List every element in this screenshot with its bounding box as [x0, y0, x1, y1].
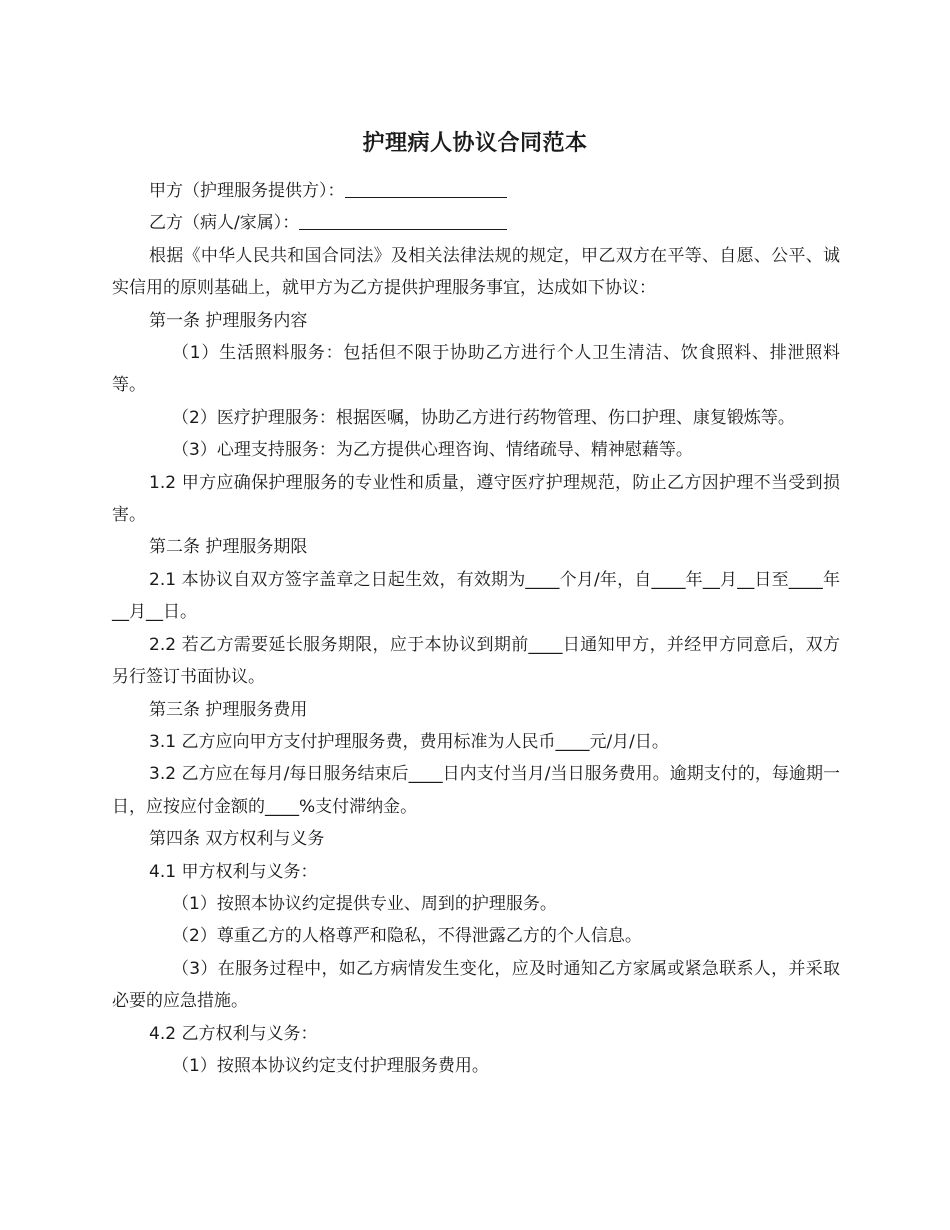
- paragraph-text: （1）生活照料服务：包括但不限于协助乙方进行个人卫生清洁、饮食照料、排泄照料等。: [112, 343, 840, 396]
- paragraph-text: （1）按照本协议约定提供专业、周到的护理服务。: [172, 893, 557, 914]
- fill-in-blank-line: [345, 180, 507, 198]
- paragraph: [112, 823, 840, 855]
- paragraph: [112, 920, 840, 952]
- paragraph: [112, 337, 840, 402]
- paragraph-text: 2.1 本协议自双方签字盖章之日起生效，有效期为____个月/年，自____年__月__日至____年__月__日。: [112, 569, 840, 623]
- paragraph-text: 根据《中华人民共和国合同法》及相关法律法规的规定，甲乙双方在平等、自愿、公平、诚实信用的原则基础上，就甲方为乙方提供护理服务事宜，达成如下协议：: [112, 245, 840, 299]
- paragraph-text: （2）尊重乙方的人格尊严和隐私，不得泄露乙方的个人信息。: [172, 926, 642, 947]
- paragraph-text: （3）在服务过程中，如乙方病情发生变化，应及时通知乙方家属或紧急联系人，并采取必要的应急措施。: [112, 958, 840, 1012]
- paragraph: [112, 694, 840, 726]
- paragraph-text: 乙方（病人/家属）：: [149, 213, 300, 234]
- paragraph: [112, 726, 840, 758]
- paragraph-text: （1）按照本协议约定支付护理服务费用。: [172, 1055, 489, 1076]
- paragraph: [112, 758, 840, 823]
- paragraph: [112, 953, 840, 1018]
- paragraph: [112, 564, 840, 629]
- paragraph-text: 甲方（护理服务提供方）：: [149, 181, 345, 201]
- paragraph: [112, 1050, 840, 1082]
- paragraph: [112, 629, 840, 694]
- paragraph: [112, 856, 840, 888]
- paragraph-text: 第一条 护理服务内容: [149, 310, 308, 331]
- paragraph: [112, 434, 840, 466]
- paragraph: [112, 531, 840, 563]
- paragraph-text: （3）心理支持服务：为乙方提供心理咨询、情绪疏导、精神慰藉等。: [172, 440, 693, 461]
- paragraph: [112, 175, 840, 207]
- paragraph-text: 3.2 乙方应在每月/每日服务结束后____日内支付当月/当日服务费用。逾期支付的，每逾期一日，应按应付金额的____%支付滞纳金。: [112, 764, 840, 817]
- paragraph-text: 第三条 护理服务费用: [149, 699, 308, 720]
- document-title: 护理病人协议合同范本: [362, 131, 588, 156]
- paragraph: [112, 240, 840, 305]
- paragraph: [112, 402, 840, 434]
- paragraph: [112, 467, 840, 532]
- paragraph: [112, 207, 840, 239]
- paragraph-text: 第二条 护理服务期限: [149, 537, 308, 558]
- paragraph-text: 2.2 若乙方需要延长服务期限，应于本协议到期前____日通知甲方，并经甲方同意后，双方另行签订书面协议。: [112, 634, 840, 688]
- paragraph-text: （2）医疗护理服务：根据医嘱，协助乙方进行药物管理、伤口护理、康复锻炼等。: [172, 407, 795, 428]
- paragraph-text: 4.1 甲方权利与义务：: [149, 861, 318, 882]
- paragraph: [112, 1018, 840, 1050]
- fill-in-blank-line: [299, 212, 507, 230]
- paragraph: [112, 305, 840, 337]
- paragraph: [112, 888, 840, 920]
- paragraph-text: 1.2 甲方应确保护理服务的专业性和质量，遵守医疗护理规范，防止乙方因护理不当受到损害。: [112, 472, 840, 526]
- paragraph-text: 第四条 双方权利与义务: [149, 829, 325, 850]
- paragraph-text: 4.2 乙方权利与义务：: [149, 1023, 318, 1044]
- paragraph-text: 3.1 乙方应向甲方支付护理服务费，费用标准为人民币____元/月/日。: [149, 731, 669, 752]
- document-body: [112, 175, 840, 1082]
